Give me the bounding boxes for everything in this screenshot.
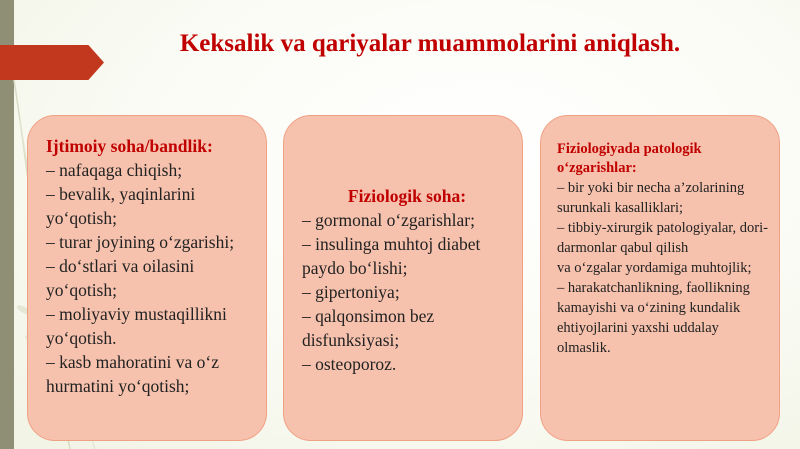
red-arrow-banner [0, 45, 104, 80]
list-item: – kasb mahoratini va o‘z hurmatini yo‘qotish; [46, 352, 220, 396]
list-item: – qalqonsimon bez disfunksiyasi; [302, 306, 435, 350]
list-item: – gormonal o‘zgarishlar; [302, 210, 476, 230]
list-item: – moliyaviy mustaqillikni yo‘qotish. [46, 304, 227, 348]
list-item: – tibbiy-xirurgik patologiyalar, dori-darmonlar qabul qilish [557, 220, 768, 256]
card-title: Fiziologik soha: [347, 186, 467, 206]
card-list [557, 178, 769, 358]
list-item: – osteoporoz. [302, 354, 397, 374]
list-item: – do‘stlari va oilasini yo‘qotish; [46, 256, 195, 300]
card-physiological-sphere [283, 115, 523, 441]
list-item: va o‘zgalar yordamiga muhtojlik; [557, 260, 752, 276]
list-item: – gipertoniya; [302, 282, 400, 302]
list-item: – insulinga muhtoj diabet paydo bo‘lishi; [302, 234, 481, 278]
slide-title: Keksalik va qariyalar muammolarini aniqlash. [179, 30, 681, 57]
card-title: Ijtimoiy soha/bandlik: [46, 136, 213, 156]
list-item: – bir yoki bir necha a’zolarining surunkali kasalliklari; [557, 180, 745, 216]
card-social-sphere [27, 115, 267, 441]
card-list [46, 158, 256, 398]
list-item: – nafaqaga chiqish; [46, 160, 183, 180]
card-list [302, 208, 512, 376]
list-item: – harakatchanlikning, faollikning kamayishi va o‘zining kundalik ehtiyojlarini yaxshi uddalay olmaslik. [557, 280, 750, 356]
card-title: Fiziologiyada patologik o‘zgarishlar: [557, 141, 702, 176]
card-pathological-changes [540, 115, 780, 441]
list-item: – bevalik, yaqinlarini yo‘qotish; [46, 184, 196, 228]
list-item: – turar joyining o‘zgarishi; [46, 232, 235, 252]
